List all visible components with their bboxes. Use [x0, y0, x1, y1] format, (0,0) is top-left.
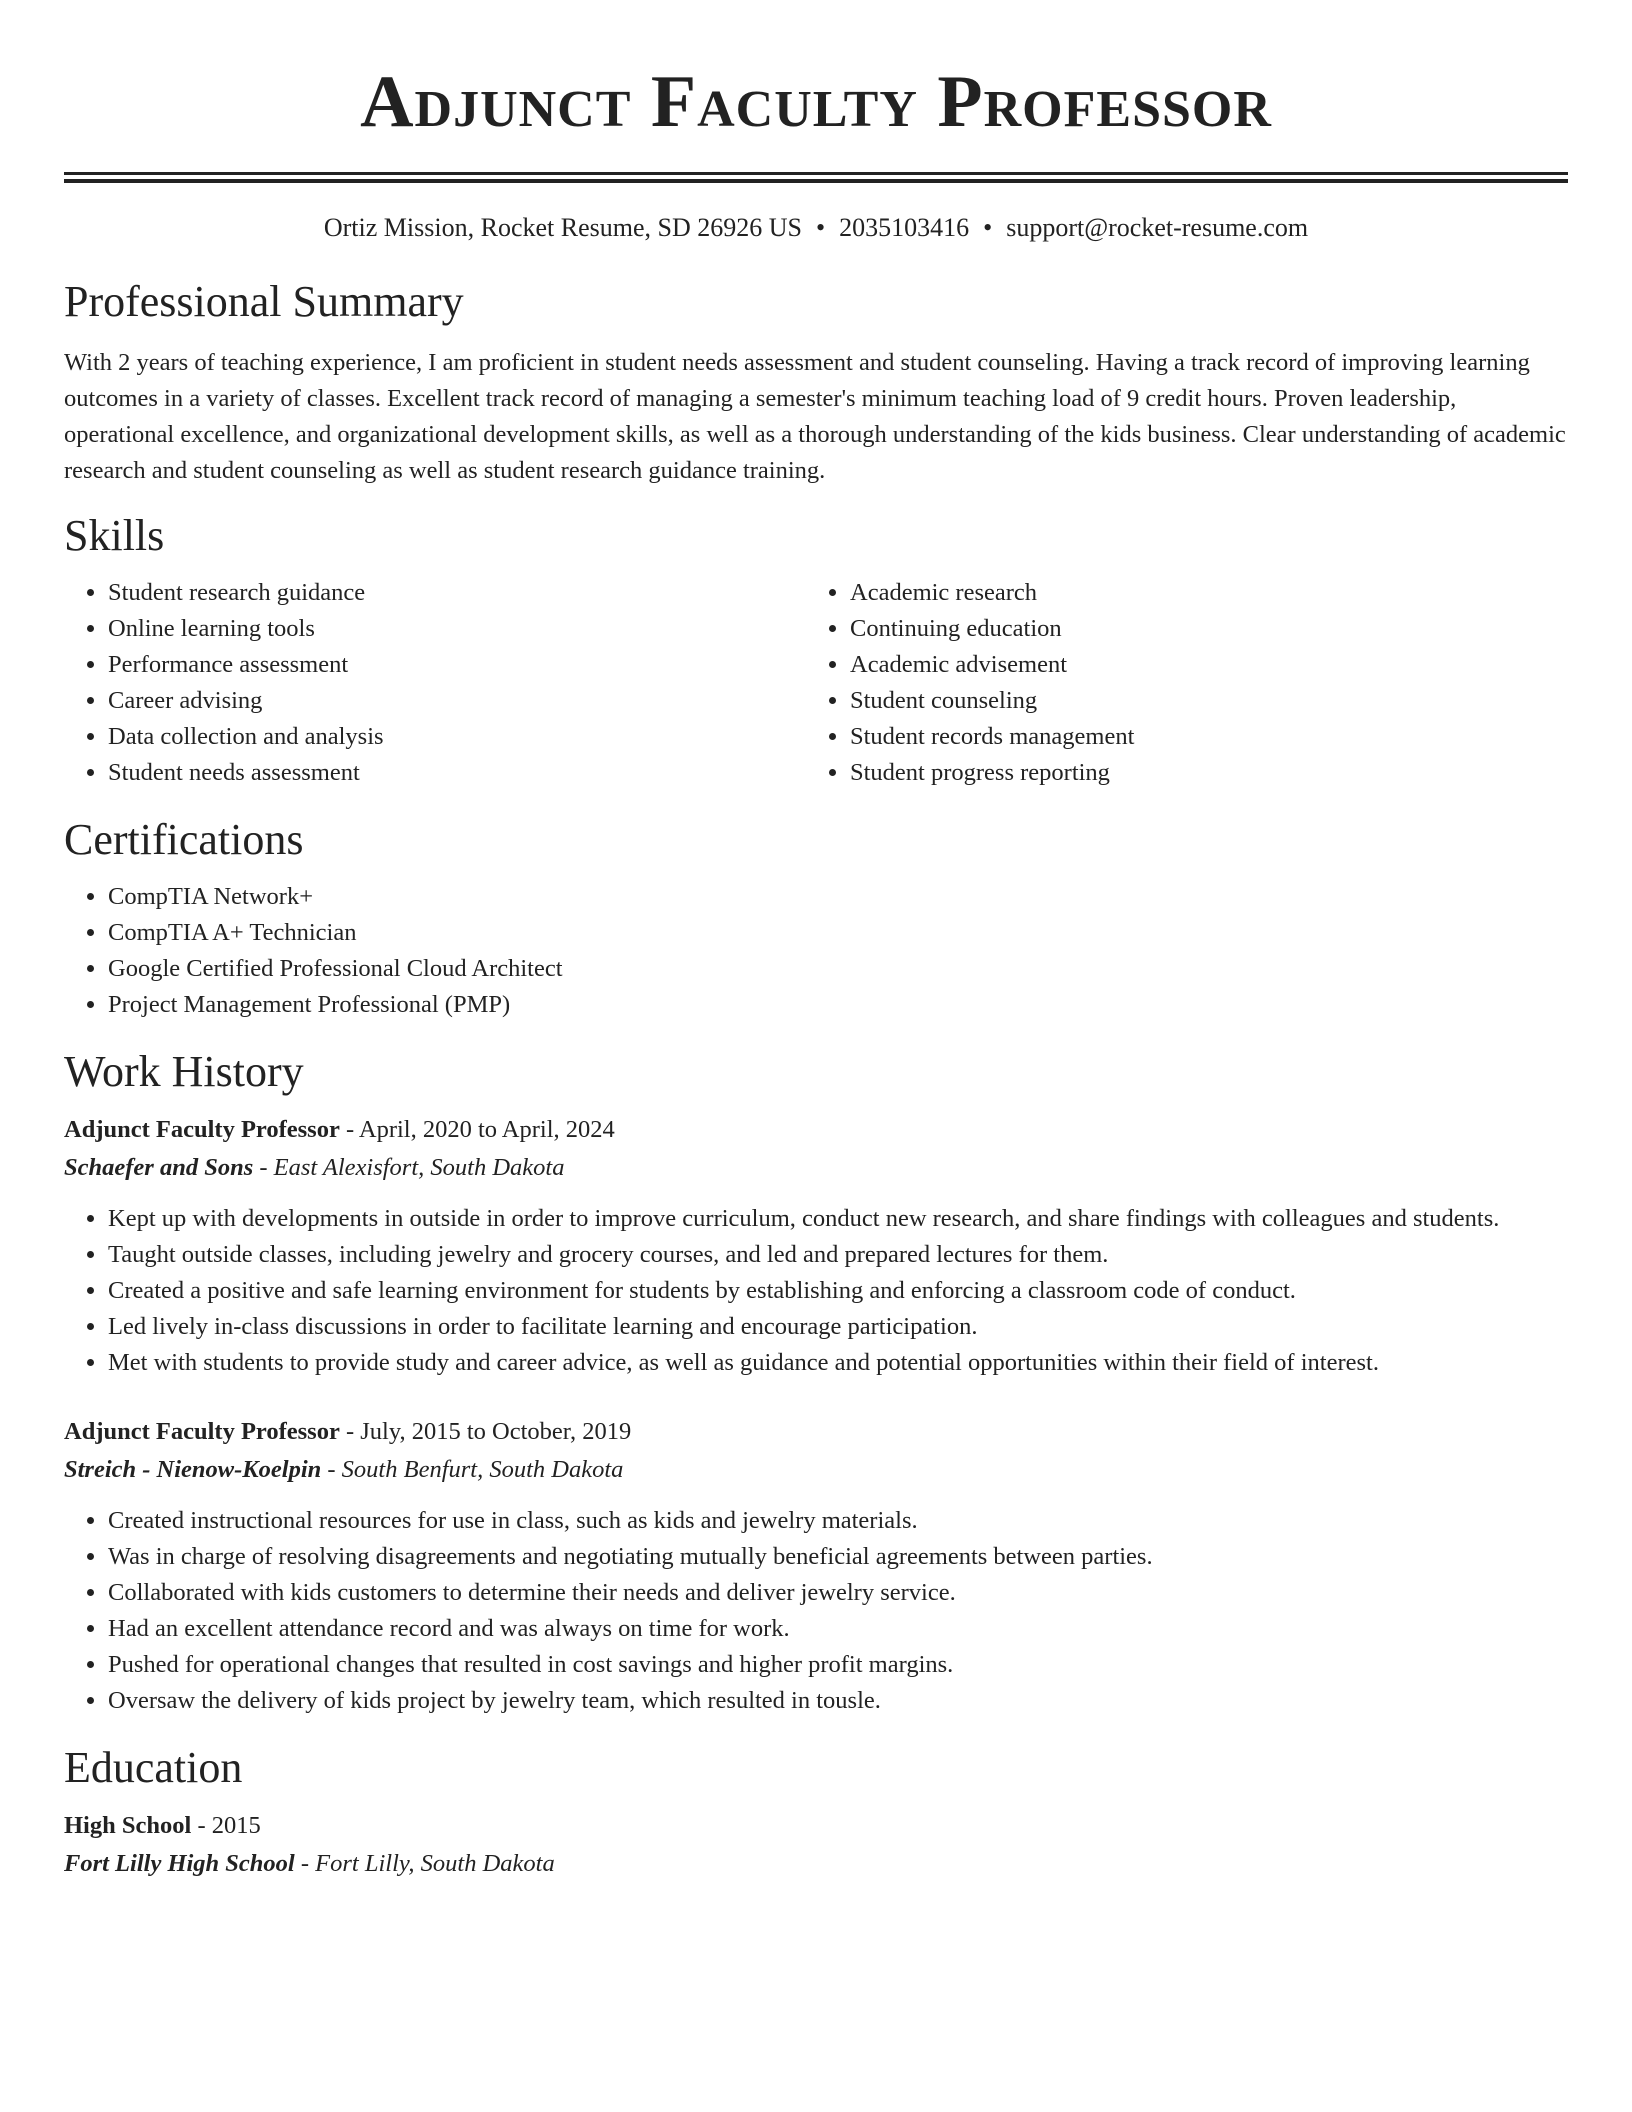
job-location: - East Alexisfort, South Dakota [253, 1154, 565, 1181]
summary-text: With 2 years of teaching experience, I am proficient in student needs assessment and student counseling. Having a track record of improving learning outcomes in a variety of classes. Excellent track record of managing a semester's minimum teaching load of 9 credit hours. Proven leadership, operational excellence, and organizational development skills, as well as a thorough understanding of the kids business. Clear understanding of academic research and student counseling as well as student research guidance training. [64, 349, 1566, 484]
certification-item: • Project Management Professional (PMP) [108, 987, 1568, 1023]
job-title-line [64, 1413, 1568, 1451]
job-duties-list [64, 1503, 1568, 1719]
education-school-line [64, 1845, 1568, 1883]
job-duty: • Created a positive and safe learning environment for students by establishing and enforcing a classroom code of conduct. [108, 1273, 1568, 1309]
contact-address: Ortiz Mission, Rocket Resume, SD 26926 US [323, 213, 802, 242]
skill-item: • Data collection and analysis [108, 719, 806, 755]
education-degree: High School [64, 1812, 192, 1839]
skills-section [64, 509, 1568, 791]
job-employer-line [64, 1149, 1568, 1187]
job-duty: • Oversaw the delivery of kids project by jewelry team, which resulted in tousle. [108, 1683, 1568, 1719]
skill-item: • Academic advisement [850, 647, 1548, 683]
skills-column-left [64, 575, 806, 791]
contact-email: support@rocket-resume.com [1006, 213, 1309, 242]
certifications-list [64, 879, 1568, 1023]
job-duty: • Was in charge of resolving disagreements and negotiating mutually beneficial agreements between parties. [108, 1539, 1568, 1575]
job-duties-list [64, 1201, 1568, 1381]
summary-section [64, 275, 1568, 489]
job-duty: • Led lively in-class discussions in order to facilitate learning and encourage participation. [108, 1309, 1568, 1345]
header-double-rule [64, 172, 1568, 183]
skill-item: • Student needs assessment [108, 755, 806, 791]
contact-phone: 2035103416 [839, 213, 970, 242]
skill-item: • Academic research [850, 575, 1548, 611]
skill-item: • Career advising [108, 683, 806, 719]
certification-item: • Google Certified Professional Cloud Architect [108, 951, 1568, 987]
job-duty: • Taught outside classes, including jewelry and grocery courses, and led and prepared lectures for them. [108, 1237, 1568, 1273]
job-employer-line [64, 1451, 1568, 1489]
work-history-heading: Work History [64, 1047, 304, 1096]
skills-column-right [806, 575, 1548, 791]
job-entry [64, 1413, 1568, 1719]
job-employer: Schaefer and Sons [64, 1154, 254, 1181]
certification-item: • CompTIA Network+ [108, 879, 1568, 915]
job-duty: • Met with students to provide study and career advice, as well as guidance and potential opportunities within their field of interest. [108, 1345, 1568, 1381]
resume-name: Adjunct Faculty Professor [360, 61, 1272, 143]
education-entry [64, 1807, 1568, 1883]
education-section [64, 1741, 1568, 1883]
skill-item: • Continuing education [850, 611, 1548, 647]
education-heading: Education [64, 1743, 243, 1792]
skill-item: • Performance assessment [108, 647, 806, 683]
certification-item: • CompTIA A+ Technician [108, 915, 1568, 951]
education-school: Fort Lilly High School [64, 1850, 295, 1877]
contact-line [64, 211, 1568, 245]
job-role: Adjunct Faculty Professor [64, 1418, 340, 1445]
job-dates: - July, 2015 to October, 2019 [339, 1418, 632, 1445]
job-duty: • Pushed for operational changes that resulted in cost savings and higher profit margins. [108, 1647, 1568, 1683]
education-location: - Fort Lilly, South Dakota [294, 1850, 555, 1877]
job-role: Adjunct Faculty Professor [64, 1116, 340, 1143]
job-title-line [64, 1111, 1568, 1149]
skills-heading: Skills [64, 511, 165, 560]
job-employer: Streich - Nienow-Koelpin [64, 1456, 322, 1483]
work-history-section [64, 1045, 1568, 1719]
job-entry [64, 1111, 1568, 1381]
certifications-heading: Certifications [64, 815, 304, 864]
job-duty: • Kept up with developments in outside in order to improve curriculum, conduct new research, and share findings with colleagues and students. [108, 1201, 1568, 1237]
skill-item: • Student counseling [850, 683, 1548, 719]
job-location: - South Benfurt, South Dakota [321, 1456, 624, 1483]
summary-heading: Professional Summary [64, 277, 464, 326]
contact-separator: • [815, 213, 826, 242]
skill-item: • Online learning tools [108, 611, 806, 647]
skill-item: • Student records management [850, 719, 1548, 755]
contact-separator: • [983, 213, 993, 242]
skills-columns [64, 575, 1568, 791]
skill-item: • Student progress reporting [850, 755, 1548, 791]
education-degree-line [64, 1807, 1568, 1845]
education-year: - 2015 [191, 1812, 261, 1839]
job-duty: • Collaborated with kids customers to determine their needs and deliver jewelry service. [108, 1575, 1568, 1611]
skill-item: • Student research guidance [108, 575, 806, 611]
job-dates: - April, 2020 to April, 2024 [339, 1116, 615, 1143]
job-duty: • Had an excellent attendance record and was always on time for work. [108, 1611, 1568, 1647]
job-duty: • Created instructional resources for use in class, such as kids and jewelry materials. [108, 1503, 1568, 1539]
certifications-section [64, 813, 1568, 1023]
